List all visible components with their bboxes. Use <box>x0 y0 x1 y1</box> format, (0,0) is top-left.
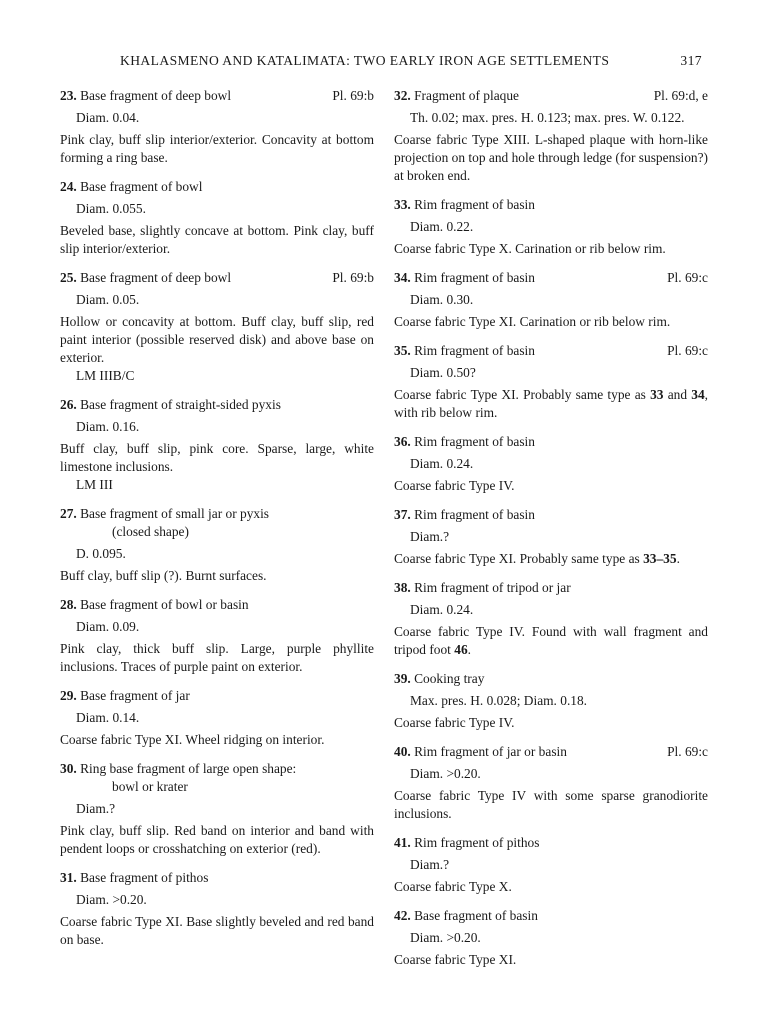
catalog-entry-30 <box>60 760 374 858</box>
entry-heading <box>394 834 708 852</box>
entry-description: Coarse fabric Type X. Carination or rib below rim. <box>394 241 666 256</box>
entry-description: Coarse fabric Type XIII. L-shaped plaque with horn-like projection on top and hole through ledge (for suspension?) at broken end. <box>394 132 708 183</box>
entry-measurement: Diam. 0.30. <box>410 292 474 307</box>
description-text: Coarse fabric Type IV. Found with wall fragment and tripod foot <box>394 624 708 657</box>
entry-number: 35. <box>394 343 411 358</box>
entry-title: Cooking tray <box>414 671 485 686</box>
entry-heading <box>60 687 374 705</box>
entry-description: Coarse fabric Type XI. <box>394 952 517 967</box>
entry-heading <box>394 506 708 524</box>
entry-measurement: Diam. >0.20. <box>410 766 481 781</box>
entry-heading <box>394 579 708 597</box>
entry-measurement: Diam. 0.04. <box>76 110 140 125</box>
entry-description <box>394 550 708 568</box>
plate-reference: Pl. 69:c <box>667 343 708 358</box>
entry-number: 41. <box>394 835 411 850</box>
entry-heading <box>394 87 708 105</box>
entry-title: Rim fragment of basin <box>414 270 535 285</box>
catalog-entry-31 <box>60 869 374 949</box>
entry-title: Base fragment of bowl or basin <box>80 597 249 612</box>
entry-heading <box>60 596 374 614</box>
entry-date: LM IIIB/C <box>76 368 135 383</box>
catalog-entry-26 <box>60 396 374 494</box>
plate-reference: Pl. 69:d, e <box>653 88 708 103</box>
running-title: KHALASMENO AND KATALIMATA: TWO EARLY IRON AGE SETTLEMENTS <box>120 53 610 68</box>
entry-heading <box>394 670 708 688</box>
entry-heading <box>394 269 708 287</box>
entry-description: Coarse fabric Type IV with some sparse granodiorite inclusions. <box>394 788 708 821</box>
entry-measurement: Diam.? <box>410 529 450 544</box>
entry-number: 32. <box>394 88 411 103</box>
entry-heading <box>394 907 708 925</box>
entry-heading <box>394 342 708 360</box>
entry-measurement: Diam. 0.50? <box>410 365 476 380</box>
entry-measurement: Diam. >0.20. <box>76 892 147 907</box>
entry-heading <box>60 760 374 778</box>
right-column <box>394 87 708 980</box>
entry-number: 33. <box>394 197 411 212</box>
entry-description: Coarse fabric Type XI. Wheel ridging on interior. <box>60 732 325 747</box>
entry-title: Rim fragment of pithos <box>414 835 540 850</box>
entry-measurement: Diam.? <box>76 801 116 816</box>
plate-reference: Pl. 69:c <box>667 744 708 759</box>
entry-heading <box>394 196 708 214</box>
entry-number: 38. <box>394 580 411 595</box>
entry-title: Fragment of plaque <box>414 88 519 103</box>
catalog-entry-33 <box>394 196 708 258</box>
entry-number: 30. <box>60 761 77 776</box>
description-text: Coarse fabric Type XI. Probably same type as <box>394 551 644 566</box>
description-text: , with rib below rim. <box>394 387 708 420</box>
catalog-entry-29 <box>60 687 374 749</box>
entry-description: Coarse fabric Type IV. <box>394 478 515 493</box>
catalog-entry-24 <box>60 178 374 258</box>
page-header <box>60 53 702 73</box>
entry-title: Base fragment of bowl <box>80 179 203 194</box>
entry-measurement: D. 0.095. <box>76 546 126 561</box>
description-text: Coarse fabric Type XI. Probably same type as <box>394 387 651 402</box>
entry-number: 42. <box>394 908 411 923</box>
entry-number: 34. <box>394 270 411 285</box>
plate-reference: Pl. 69:b <box>332 270 374 285</box>
entry-number: 40. <box>394 744 411 759</box>
catalog-entry-40 <box>394 743 708 823</box>
entry-title: Ring base fragment of large open shape: <box>80 761 297 776</box>
page-number: 317 <box>680 53 702 68</box>
entry-number: 39. <box>394 671 411 686</box>
entry-measurement: Diam. 0.24. <box>410 602 474 617</box>
entry-title: Rim fragment of basin <box>414 434 535 449</box>
catalog-entry-37 <box>394 506 708 568</box>
catalog-entry-38 <box>394 579 708 659</box>
entry-measurement: Max. pres. H. 0.028; Diam. 0.18. <box>410 693 588 708</box>
entry-description: Buff clay, buff slip, pink core. Sparse, large, white limestone inclusions. <box>60 441 374 474</box>
catalog-entry-28 <box>60 596 374 676</box>
catalog-entry-27 <box>60 505 374 585</box>
entry-number: 29. <box>60 688 77 703</box>
entry-description <box>394 386 708 422</box>
entry-title: Rim fragment of basin <box>414 343 535 358</box>
entry-description: Coarse fabric Type IV. <box>394 715 515 730</box>
cross-reference: 33 <box>650 387 664 402</box>
entry-measurement: Th. 0.02; max. pres. H. 0.123; max. pres. W. 0.122. <box>410 110 685 125</box>
entry-description: Buff clay, buff slip (?). Burnt surfaces. <box>60 568 267 583</box>
catalog-entry-23 <box>60 87 374 167</box>
entry-heading <box>60 505 374 523</box>
entry-number: 27. <box>60 506 77 521</box>
catalog-entry-39 <box>394 670 708 732</box>
entry-description: Beveled base, slightly concave at bottom. Pink clay, buff slip interior/exterior. <box>60 223 374 256</box>
entry-heading <box>60 269 374 287</box>
entry-measurement: Diam. 0.09. <box>76 619 140 634</box>
entry-measurement: Diam. 0.24. <box>410 456 474 471</box>
entry-title-continued: bowl or krater <box>112 779 188 794</box>
left-column <box>60 87 374 960</box>
catalog-entry-32 <box>394 87 708 185</box>
entry-description: Pink clay, buff slip interior/exterior. Concavity at bottom forming a ring base. <box>60 132 374 165</box>
entry-title: Base fragment of pithos <box>80 870 209 885</box>
cross-reference: 33–35 <box>643 551 677 566</box>
cross-reference: 34 <box>691 387 705 402</box>
entry-description: Hollow or concavity at bottom. Buff clay, buff slip, red paint interior (possible reserved disk) and above base on exterior. <box>60 314 374 365</box>
description-text: . <box>676 551 680 566</box>
entry-number: 26. <box>60 397 77 412</box>
cross-reference: 46 <box>454 642 468 657</box>
entry-title: Rim fragment of basin <box>414 507 535 522</box>
entry-description: Pink clay, thick buff slip. Large, purple phyllite inclusions. Traces of purple paint on exterior. <box>60 641 374 674</box>
entry-title: Base fragment of deep bowl <box>80 88 232 103</box>
entry-description: Coarse fabric Type XI. Base slightly beveled and red band on base. <box>60 914 374 947</box>
catalog-entry-35 <box>394 342 708 422</box>
description-text: . <box>467 642 472 657</box>
plate-reference: Pl. 69:c <box>667 270 708 285</box>
entry-title: Base fragment of jar <box>80 688 190 703</box>
entry-heading <box>60 178 374 196</box>
entry-title: Rim fragment of basin <box>414 197 535 212</box>
entry-measurement: Diam. 0.05. <box>76 292 140 307</box>
catalog-entry-41 <box>394 834 708 896</box>
entry-measurement: Diam. 0.055. <box>76 201 146 216</box>
entry-number: 36. <box>394 434 411 449</box>
entry-description <box>394 623 708 659</box>
entry-measurement: Diam. 0.16. <box>76 419 140 434</box>
entry-number: 23. <box>60 88 77 103</box>
entry-date: LM III <box>76 477 113 492</box>
catalog-entry-34 <box>394 269 708 331</box>
entry-number: 37. <box>394 507 411 522</box>
entry-title: Rim fragment of tripod or jar <box>414 580 571 595</box>
entry-number: 24. <box>60 179 77 194</box>
entry-measurement: Diam. 0.22. <box>410 219 474 234</box>
entry-title-continued: (closed shape) <box>112 524 189 539</box>
entry-number: 28. <box>60 597 77 612</box>
catalog-entry-42 <box>394 907 708 969</box>
entry-description: Pink clay, buff slip. Red band on interior and band with pendent loops or crosshatching on exterior (red). <box>60 823 374 856</box>
plate-reference: Pl. 69:b <box>332 88 374 103</box>
entry-heading <box>60 396 374 414</box>
catalog-entry-36 <box>394 433 708 495</box>
catalog-entry-25 <box>60 269 374 385</box>
entry-description: Coarse fabric Type X. <box>394 879 512 894</box>
entry-measurement: Diam. >0.20. <box>410 930 481 945</box>
entry-number: 25. <box>60 270 77 285</box>
description-text: and <box>663 387 692 402</box>
entry-title: Base fragment of basin <box>414 908 538 923</box>
entry-description: Coarse fabric Type XI. Carination or rib below rim. <box>394 314 671 329</box>
entry-heading <box>394 743 708 761</box>
entry-heading <box>394 433 708 451</box>
entry-title: Rim fragment of jar or basin <box>414 744 567 759</box>
entry-heading <box>60 869 374 887</box>
entry-title: Base fragment of straight-sided pyxis <box>80 397 281 412</box>
entry-measurement: Diam. 0.14. <box>76 710 140 725</box>
entry-measurement: Diam.? <box>410 857 450 872</box>
entry-title: Base fragment of deep bowl <box>80 270 232 285</box>
entry-number: 31. <box>60 870 77 885</box>
entry-heading <box>60 87 374 105</box>
entry-title: Base fragment of small jar or pyxis <box>80 506 270 521</box>
